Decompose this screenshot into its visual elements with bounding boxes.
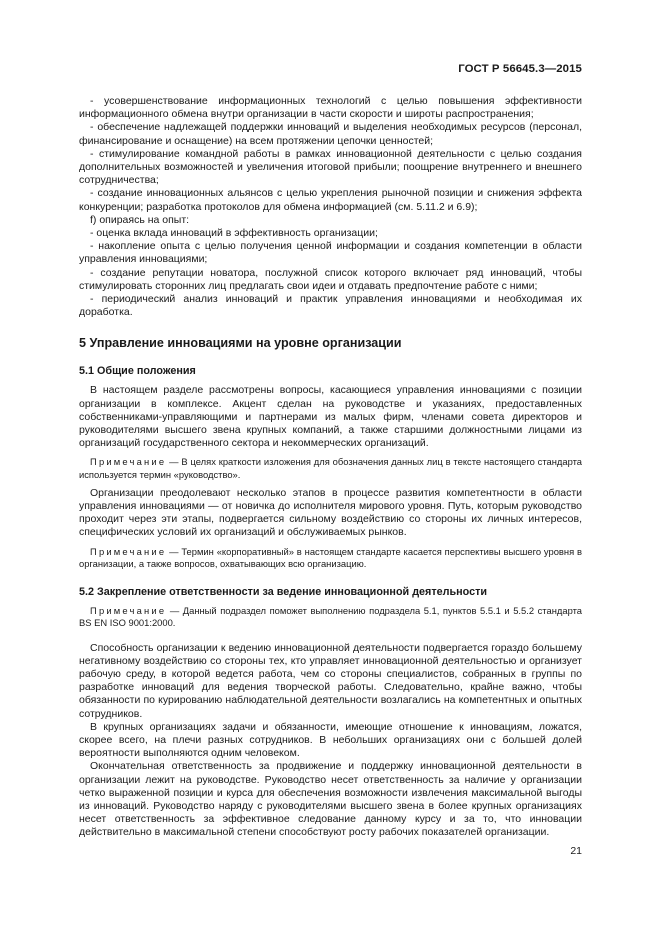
page-number: 21 xyxy=(570,845,582,857)
list-item: - стимулирование командной работы в рамках инновационной деятельности с целью создания дополнительных возможностей и увеличения итоговой прибыли; поощрение внутреннего и внешнего сотрудничества; xyxy=(79,147,582,187)
note xyxy=(79,546,582,570)
paragraph: Организации преодолевают несколько этапов в процессе развития компетентности в области управления инновациями — от новичка до исполнителя мирового уровня. Путь, которым руководство проходит через эти этапы, подвергается сильному воздействию со стороны их личных интересов, специфических условий их организаций и обслуживаемых рынков. xyxy=(79,486,582,539)
note-text: — Данный подраздел поможет выполнению подраздела 5.1, пунктов 5.5.1 и 5.5.2 стандарта BS EN ISO 9001:2000. xyxy=(79,605,582,629)
note-label: Примечание xyxy=(90,456,167,468)
paragraph: Окончательная ответственность за продвижение и поддержку инновационной деятельности в организации лежит на руководстве. Руководство несет ответственность за наличие у организации четко выраженной позиции и курса для обеспечения возможности извлечения максимальной выгоды из инноваций. Руководство наряду с руководителями высшего звена в более крупных организациях несет ответственность за эффективное следование данному курсу и за то, что инновации действительно в максимальной степени способствуют росту рабочих показателей организации. xyxy=(79,760,582,839)
section-heading: 5 Управление инновациями на уровне организации xyxy=(79,336,402,351)
subsection-heading: 5.2 Закрепление ответственности за ведение инновационной деятельности xyxy=(79,586,488,599)
note-text: — Термин «корпоративный» в настоящем стандарте касается перспективы высшего уровня в организации, а также вопросов, охватывающих всю организацию. xyxy=(79,545,582,569)
note xyxy=(79,456,582,480)
paragraph: Способность организации к ведению инновационной деятельности подвергается гораздо большему негативному воздействию со стороны тех, кто управляет инновационной деятельностью и организует рабочую среду, в которой ведется работа, чем со стороны специалистов, собранных в группы по разработке инноваций для ведения творческой работы. Следовательно, крайне важно, чтобы обязанности по курированию наблюдательной деятельности возлагались на компетентных и опытных сотрудников. xyxy=(79,641,582,720)
page-content xyxy=(79,95,582,840)
note-label: Примечание xyxy=(90,545,167,557)
list-item: - создание репутации новатора, послужной список которого включает ряд инноваций, чтобы стимулировать сторонних лиц предлагать свои идеи и отдавать предпочтение работе с ними; xyxy=(79,266,582,292)
paragraph: В крупных организациях задачи и обязанности, имеющие отношение к инновациям, ложатся, скорее всего, на плечи разных сотрудников. В небольших организациях они с большей долей вероятности выполняются одним человеком. xyxy=(79,720,582,760)
paragraph: В настоящем разделе рассмотрены вопросы, касающиеся управления инновациями с позиции организации в комплексе. Акцент сделан на руководстве и указаниях, предоставленных собственниками-управляющими и партнерами из малых фирм, членами совета директоров и руководителями высшего звена крупных компаний, а также старшими должностными лицами из организаций государственного сектора и некоммерческих организаций. xyxy=(79,384,582,450)
list-item: - создание инновационных альянсов с целью укрепления рыночной позиции и снижения эффекта конкуренции; разработка протоколов для обмена информацией (см. 5.11.2 и 6.9); xyxy=(79,187,582,213)
note-text: — В целях краткости изложения для обозначения данных лиц в тексте настоящего стандарта используется термин «руководство». xyxy=(79,456,582,480)
list-item: - оценка вклада инноваций в эффективность организации; xyxy=(90,227,378,240)
list-item: - периодический анализ инноваций и практик управления инновациями и необходимая их доработка. xyxy=(79,293,582,319)
list-item: - обеспечение надлежащей поддержки инноваций и выделения необходимых ресурсов (персонал, финансирование и оснащение) на всем протяжении цепочки ценностей; xyxy=(79,121,582,147)
note xyxy=(79,605,582,629)
subsection-heading: 5.1 Общие положения xyxy=(79,365,196,378)
list-item: - накопление опыта с целью получения ценной информации и создания компетенции в области управления инновациями; xyxy=(79,240,582,266)
document-code: ГОСТ Р 56645.3—2015 xyxy=(458,63,582,75)
note-label: Примечание xyxy=(90,605,167,617)
list-item: f) опираясь на опыт: xyxy=(90,213,190,226)
list-item: - усовершенствование информационных технологий с целью повышения эффективности информационного обмена внутри организации в части скорости и широты распространения; xyxy=(79,95,582,121)
